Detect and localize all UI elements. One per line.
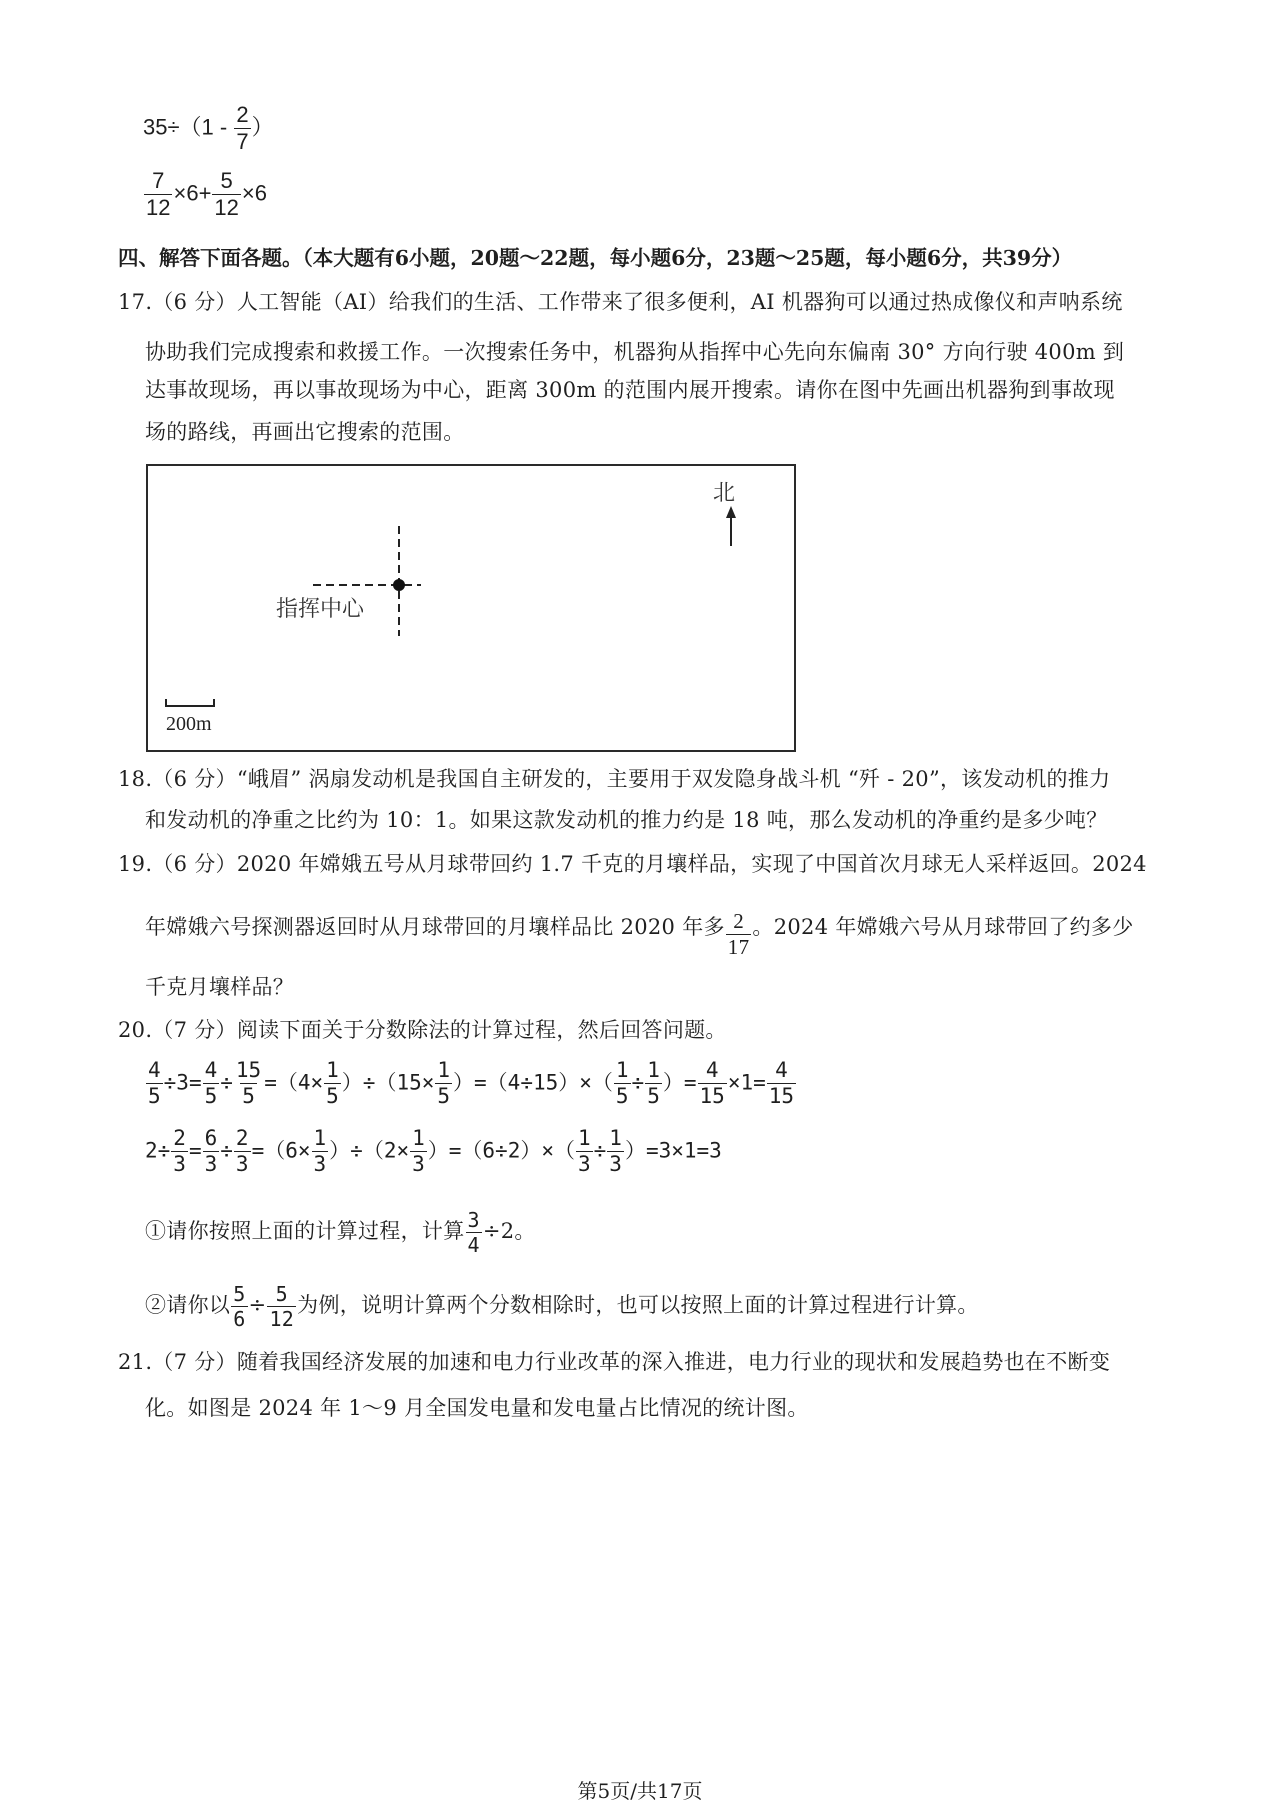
eq-text: ）÷（2× xyxy=(329,1138,410,1163)
north-arrowhead-icon xyxy=(726,506,736,518)
numerator: 4 xyxy=(204,1058,218,1082)
fraction xyxy=(234,104,250,153)
denominator: 5 xyxy=(148,1084,161,1108)
eq-text: ）÷（15× xyxy=(341,1070,435,1095)
q17-line1: 17.（6 分）人工智能（AI）给我们的生活、工作带来了很多便利，AI 机器狗可以通过热成像仪和声呐系统 xyxy=(118,290,1123,314)
fraction xyxy=(410,1128,427,1175)
fraction xyxy=(144,170,172,219)
fraction xyxy=(146,1060,163,1107)
denominator: 3 xyxy=(204,1152,218,1176)
numerator: 1 xyxy=(609,1126,622,1150)
denominator: 7 xyxy=(236,129,249,154)
denominator: 12 xyxy=(214,195,239,220)
fraction xyxy=(466,1210,482,1255)
eq-text: =（6× xyxy=(251,1138,311,1163)
fraction xyxy=(645,1060,662,1107)
fraction xyxy=(767,1060,796,1107)
denominator: 3 xyxy=(235,1152,249,1176)
eq-text: ÷ xyxy=(593,1138,607,1163)
denominator: 3 xyxy=(577,1152,591,1176)
scale-label: 200m xyxy=(166,713,212,735)
eq-text: 2÷ xyxy=(145,1138,171,1163)
sub-text: 为例，说明计算两个分数相除时，也可以按照上面的计算过程进行计算。 xyxy=(297,1293,979,1317)
eq-text: ）= xyxy=(662,1070,697,1095)
fraction xyxy=(698,1060,727,1107)
fraction xyxy=(435,1060,452,1107)
map-diagram xyxy=(146,464,796,752)
eq-text: ）=3×1=3 xyxy=(624,1138,722,1163)
q21-line1: 21.（7 分）随着我国经济发展的加速和电力行业改革的深入推进，电力行业的现状和发展趋势也在不断变 xyxy=(118,1350,1111,1374)
denominator: 12 xyxy=(146,195,171,220)
numerator: 2 xyxy=(235,1126,249,1150)
numerator: 1 xyxy=(577,1126,591,1150)
fraction xyxy=(607,1128,624,1175)
expression-fraction-times-six xyxy=(143,170,267,219)
q20-line1: 20.（7 分）阅读下面关于分数除法的计算过程，然后回答问题。 xyxy=(118,1018,727,1042)
fraction xyxy=(267,1284,296,1329)
denominator: 5 xyxy=(204,1084,218,1108)
eq-text: ）=（4÷15）×（ xyxy=(453,1070,613,1095)
denominator: 3 xyxy=(609,1152,622,1176)
eq-text: = xyxy=(188,1138,202,1163)
numerator: 1 xyxy=(437,1058,451,1082)
numerator: 5 xyxy=(233,1282,246,1306)
q19-text: 。2024 年嫦娥六号从月球带回了约多少 xyxy=(752,915,1134,939)
eq-text: ×1= xyxy=(727,1070,766,1095)
fraction xyxy=(312,1128,329,1175)
q20-equation-2 xyxy=(145,1128,722,1175)
eq-text: ÷ xyxy=(220,1138,233,1163)
command-center-point xyxy=(393,579,405,591)
sub-text: ②请你以 xyxy=(145,1293,231,1317)
q19-line1: 19.（6 分）2020 年嫦娥五号从月球带回约 1.7 千克的月壤样品，实现了中国首次月球无人采样返回。2024 xyxy=(118,852,1147,876)
eq-text: =（4× xyxy=(264,1070,324,1095)
numerator: 1 xyxy=(647,1058,660,1082)
numerator: 4 xyxy=(775,1058,788,1082)
numerator: 4 xyxy=(705,1058,719,1082)
q17-line3: 达事故现场，再以事故现场为中心，距离 300m 的范围内展开搜索。请你在图中先画出机器狗到事故现 xyxy=(145,378,1115,402)
sub-text: ÷2。 xyxy=(482,1219,536,1243)
numerator: 5 xyxy=(275,1282,288,1306)
fraction xyxy=(231,1284,247,1329)
fraction xyxy=(203,1060,220,1107)
eq-text: ）=（6÷2）×（ xyxy=(427,1138,575,1163)
expression-35-divide xyxy=(143,104,274,153)
fraction xyxy=(203,1128,220,1175)
numerator: 6 xyxy=(204,1126,218,1150)
q19-line2 xyxy=(145,905,1134,959)
north-label: 北 xyxy=(713,481,736,506)
q20-sub1 xyxy=(145,1210,536,1255)
eq-text: ÷ xyxy=(631,1070,645,1095)
denominator: 5 xyxy=(615,1084,629,1108)
fraction xyxy=(234,1060,263,1107)
fraction xyxy=(614,1060,631,1107)
scale-bar xyxy=(166,699,214,706)
numerator: 5 xyxy=(220,168,233,193)
denominator: 15 xyxy=(699,1084,725,1108)
denominator: 5 xyxy=(647,1084,660,1108)
q19-text: 年嫦娥六号探测器返回时从月球带回的月壤样品比 2020 年多 xyxy=(145,915,725,939)
q19-line3: 千克月壤样品？ xyxy=(145,975,295,999)
q17-line4: 场的路线，再画出它搜索的范围。 xyxy=(145,420,465,444)
expr-text: ） xyxy=(251,114,274,140)
numerator: 3 xyxy=(467,1208,480,1232)
numerator: 4 xyxy=(148,1058,161,1082)
expr-text: ×6+ xyxy=(173,180,212,206)
denominator: 5 xyxy=(242,1084,255,1108)
page-number: 第5页/共17页 xyxy=(577,1779,703,1803)
expr-text: ×6 xyxy=(241,180,267,206)
numerator: 7 xyxy=(152,168,165,193)
denominator: 12 xyxy=(269,1307,295,1331)
numerator: 1 xyxy=(412,1126,425,1150)
sub-text: ①请你按照上面的计算过程，计算 xyxy=(145,1219,465,1243)
q20-equation-1 xyxy=(145,1060,797,1107)
q20-sub2 xyxy=(145,1284,979,1329)
expr-text: 35÷（1 - xyxy=(143,114,234,140)
denominator: 3 xyxy=(313,1152,327,1176)
fraction xyxy=(234,1128,251,1175)
numerator: 1 xyxy=(313,1126,327,1150)
fraction xyxy=(576,1128,593,1175)
numerator: 1 xyxy=(615,1058,629,1082)
denominator: 15 xyxy=(768,1084,795,1108)
numerator: 2 xyxy=(733,909,744,933)
denominator: 3 xyxy=(412,1152,425,1176)
denominator: 5 xyxy=(437,1084,451,1108)
map-svg xyxy=(148,466,794,750)
fraction-2-17 xyxy=(726,911,752,958)
section-heading: 四、解答下面各题。（本大题有6小题，20题～22题，每小题6分，23题～25题，每小题6分，共39分） xyxy=(118,246,1073,270)
fraction xyxy=(212,170,240,219)
eq-text: ÷ xyxy=(220,1070,233,1095)
denominator: 3 xyxy=(173,1152,186,1176)
numerator: 2 xyxy=(236,102,249,127)
numerator: 1 xyxy=(326,1058,339,1082)
denominator: 6 xyxy=(233,1307,246,1331)
numerator: 15 xyxy=(235,1058,262,1082)
denominator: 17 xyxy=(727,935,750,959)
sub-text: ÷ xyxy=(248,1293,267,1317)
fraction xyxy=(171,1128,188,1175)
q17-line2: 协助我们完成搜索和救援工作。一次搜索任务中，机器狗从指挥中心先向东偏南 30° 方向行驶 400m 到 xyxy=(145,340,1125,364)
q18-line1: 18.（6 分）“峨眉” 涡扇发动机是我国自主研发的，主要用于双发隐身战斗机 “歼 - 20”，该发动机的推力 xyxy=(118,767,1111,791)
denominator: 5 xyxy=(326,1084,339,1108)
numerator: 2 xyxy=(173,1126,186,1150)
fraction xyxy=(324,1060,341,1107)
denominator: 4 xyxy=(467,1233,480,1257)
q21-line2: 化。如图是 2024 年 1～9 月全国发电量和发电量占比情况的统计图。 xyxy=(145,1396,809,1420)
q18-line2: 和发动机的净重之比约为 10：1。如果这款发动机的推力约是 18 吨，那么发动机的净重约是多少吨？ xyxy=(145,808,1108,832)
command-center-label: 指挥中心 xyxy=(276,597,365,622)
eq-text: ÷3= xyxy=(163,1070,202,1095)
